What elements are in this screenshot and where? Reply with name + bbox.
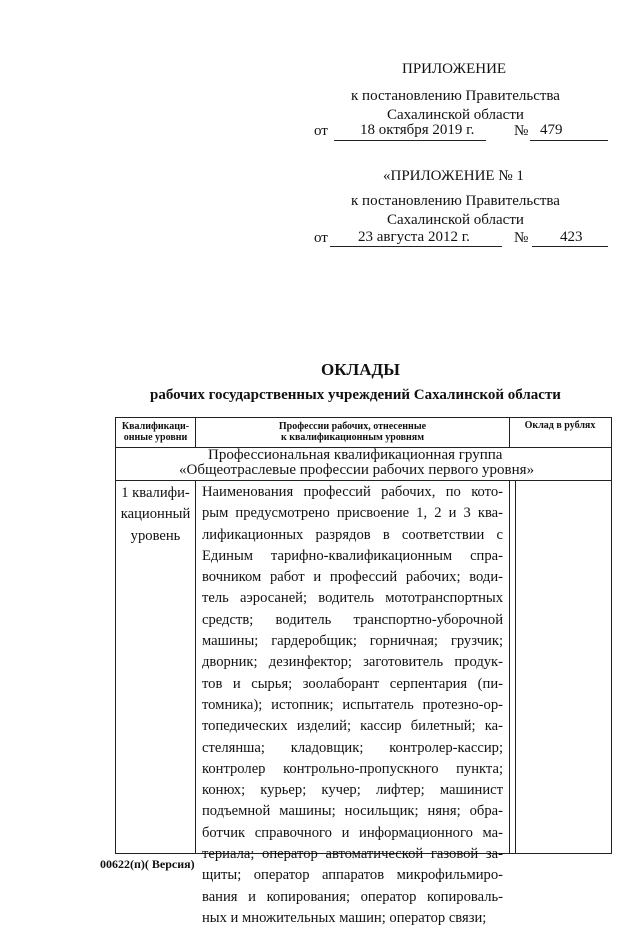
profession-line: Единым тарифно-квалификационным спра- <box>202 547 503 564</box>
appendix-date: 18 октября 2019 г. <box>360 122 475 138</box>
table-divider <box>515 480 516 853</box>
appendix1-from-label: от <box>314 230 328 246</box>
appendix-line1: к постановлению Правительства <box>351 88 560 104</box>
profession-line: щиты; оператор аппаратов микрофильмиро- <box>202 867 503 884</box>
appendix1-number: 423 <box>560 229 583 245</box>
level-line1: 1 квалифи- <box>121 485 190 501</box>
profession-line: конюх; курьер; кучер; лифтер; машинист <box>202 782 503 799</box>
level-line3: уровень <box>130 527 181 544</box>
profession-line: стелянша; кладовщик; контролер-кассир; <box>202 739 503 756</box>
table-divider <box>115 480 611 481</box>
document-title: ОКЛАДЫ <box>321 360 400 379</box>
profession-line: контролер контрольно-пропускного пункта; <box>202 760 503 777</box>
profession-line: ных и множительных машин; оператор связи; <box>202 909 487 926</box>
appendix-number-underline <box>530 140 608 141</box>
appendix1-date-underline <box>330 246 502 247</box>
appendix1-line1: к постановлению Правительства <box>351 193 560 209</box>
profession-line: подъемной машины; носильщик; няня; обра- <box>202 803 503 820</box>
footer-code: 00622(п)( Версия) <box>100 857 195 871</box>
level-cell <box>117 483 194 547</box>
appendix1-num-label: № <box>514 230 529 246</box>
profession-line: Наименования профессий рабочих, по кото- <box>202 484 503 500</box>
profession-line: териала; оператор автоматической газовой за- <box>202 846 503 863</box>
profession-line: тель аэросаней; водитель мототранспортных <box>202 590 503 607</box>
table-divider <box>509 480 510 853</box>
profession-line: ботчик справочного и информационного ма- <box>202 824 503 841</box>
appendix1-number-underline <box>532 246 608 247</box>
appendix1-date: 23 августа 2012 г. <box>358 229 470 245</box>
header-col1-line1: Квалификаци- <box>121 421 190 432</box>
header-col2-line1: Профессии рабочих, отнесенные <box>278 421 427 432</box>
profession-line: рым предусмотрено присвоение 1, 2 и 3 ква- <box>202 505 503 522</box>
profession-line: дворник; дезинфектор; заготовитель продук- <box>202 654 503 671</box>
appendix-date-underline <box>334 140 486 141</box>
document-subtitle: рабочих государственных учреждений Сахалинской области <box>150 387 561 403</box>
group-line2: «Общеотраслевые профессии рабочих первого уровня» <box>179 462 535 478</box>
profession-line: машины; гардеробщик; горничная; грузчик; <box>202 633 503 650</box>
appendix1-heading: «ПРИЛОЖЕНИЕ № 1 <box>383 168 524 184</box>
profession-line: томника); истопник; испытатель протезно-ор- <box>202 696 503 713</box>
professions-cell <box>202 482 503 929</box>
appendix-number: 479 <box>540 122 563 138</box>
profession-line: средств; водитель транспортно-уборочной <box>202 611 503 628</box>
appendix1-line2: Сахалинской области <box>387 212 524 228</box>
header-col1-line2: онные уровни <box>123 432 188 443</box>
appendix-line2: Сахалинской области <box>387 107 524 123</box>
header-professions <box>196 421 509 443</box>
header-salary: Оклад в рублях <box>524 420 596 431</box>
profession-line: топедических изделий; кассир билетный; ка- <box>202 718 503 735</box>
appendix-num-label: № <box>514 123 529 139</box>
profession-line: лификационных разрядов в соответствии с <box>202 526 503 543</box>
level-line2: кационный <box>120 506 191 523</box>
appendix-heading: ПРИЛОЖЕНИЕ <box>402 61 507 77</box>
profession-line: вания и копирования; оператор копироваль- <box>202 888 503 905</box>
table-divider <box>195 480 196 853</box>
profession-line: вочником работ и профессий рабочих; води- <box>202 569 503 586</box>
group-line1: Профессиональная квалификационная группа <box>208 447 503 463</box>
profession-line: тов и сырья; зоолаборант серпентария (пи- <box>202 675 503 692</box>
header-col2-line2: к квалификационным уровням <box>280 432 425 443</box>
appendix-from-label: от <box>314 123 328 139</box>
header-qualification-levels <box>116 421 195 443</box>
